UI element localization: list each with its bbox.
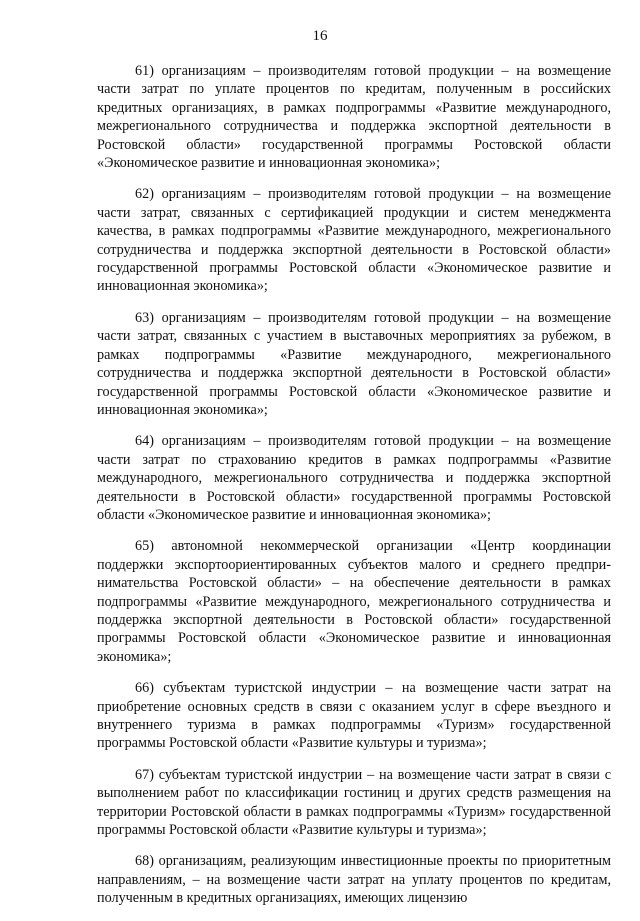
paragraph-67: 67) субъектам туристской индустрии – на возмещение части затрат в связи с выполнением работ по классификации гостиниц и других средств размещения на территории Ростовской области в рамках подпрограммы «Туризм» государственной программы Ростовской области «Развитие культуры и туризма»; [97, 766, 611, 839]
paragraph-65: 65) автономной некоммерческой организации «Центр координации поддержки экспортоориентированных субъектов малого и среднего предпринимательства Ростовской области» – на обеспечение деятельности в рамках подпрограммы «Развитие международного, межрегионального сотрудничества и поддержка экспортной деятельности в Ростовской области» государственной программы Ростовской области «Экономическое развитие и инновационная экономика»; [97, 538, 611, 665]
paragraph-64: 64) организациям – производителям готовой продукции – на возмещение части затрат по страхованию кредитов в рамках подпрограммы «Развитие международного, межрегионального сотрудничества и поддержка экспортной деятельности в Ростовской области» государственной программы Ростовской области «Экономическое развитие и инновационная экономика»; [97, 433, 611, 523]
document-body [97, 62, 611, 921]
paragraph-66: 66) субъектам туристской индустрии – на возмещение части затрат на приобретение основных средств в связи с оказанием услуг в сфере въездного и внутреннего туризма в рамках подпрограммы «Туризм» государственной программы Ростовской области «Развитие культуры и туризма»; [97, 680, 611, 752]
paragraph-61: 61) организациям – производителям готовой продукции – на возмещение части затрат по уплате процентов по кредитам, полученным в российских кредитных организациях, в рамках подпрограммы «Развитие международного, межрегионального сотрудничества и поддержка экспортной деятельности в Ростовской области» государственной программы Ростовской области «Экономическое развитие и инновационная экономика»; [97, 63, 611, 172]
paragraph-68: 68) организациям, реализующим инвестиционные проекты по приоритетным направлениям, – на возмещение части затрат на уплату процентов по кредитам, полученным в кредитных организациях, имеющих лицензию [97, 853, 611, 907]
paragraph-63: 63) организациям – производителям готовой продукции – на возмещение части затрат, связанных с участием в выставочных мероприятиях за рубежом, в рамках подпрограммы «Развитие международного, межрегионального сотрудничества и поддержка экспортной деятельности в Ростовской области» государственной программы Ростовской области «Экономическое развитие и инновационная экономика»; [97, 309, 611, 418]
page-number: 16 [312, 28, 328, 44]
paragraph-62: 62) организациям – производителям готовой продукции – на возмещение части затрат, связанных с сертификацией продукции и систем менеджмента качества, в рамках подпрограммы «Развитие международного, межрегионального сотрудничества и поддержка экспортной деятельности в Ростовской области» государственной программы Ростовской области «Экономическое развитие и инновационная экономика»; [97, 186, 611, 295]
